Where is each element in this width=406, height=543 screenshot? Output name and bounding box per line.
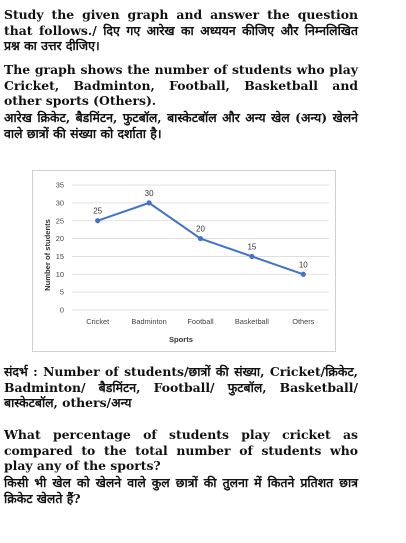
y-tick-label: 35 <box>55 180 64 190</box>
chart-svg <box>33 171 335 351</box>
question-text-hi: किसी भी खेल को खेलने वाले कुल छात्रों की तुलना में कितने प्रतिशत छात्र क्रिकेट खेलते हैं? <box>4 475 358 506</box>
reference-text: संदर्भ : Number of students/छात्रों की संख्या, Cricket/क्रिकेट, Badminton/ बैडमिंटन, Football/ फुटबॉल, Basketball/बास्केटबॉल, others/अन्य <box>4 364 358 411</box>
grid-lines <box>72 185 329 310</box>
x-tick-label: Cricket <box>86 317 110 326</box>
y-tick-labels <box>56 181 64 315</box>
y-tick-label: 0 <box>59 305 64 315</box>
y-tick-label: 5 <box>59 287 64 297</box>
x-tick-label: Football <box>187 317 214 326</box>
question-intro: Study the given graph and answer the question that follows./ दिए गए आरेख का अध्ययन कीजिए और निम्नलिखित प्रश्न का उत्तर दीजिए। <box>4 7 358 54</box>
graph-description-en: The graph shows the number of students who play Cricket, Badminton, Football, Basketball and other sports (Others). <box>4 62 358 109</box>
data-point <box>95 218 100 223</box>
graph-description-hi: आरेख क्रिकेट, बैडमिंटन, फुटबॉल, बास्केटबॉल और अन्य खेल (अन्य) खेलने वाले छात्रों की संख्या को दर्शाता है। <box>4 110 358 141</box>
data-labels <box>93 189 308 269</box>
y-tick-label: 25 <box>55 216 64 226</box>
data-point <box>249 254 254 259</box>
y-tick-label: 15 <box>55 252 64 262</box>
y-axis-title: Number of students <box>43 219 52 291</box>
data-label: 25 <box>93 206 103 216</box>
x-tick-label: Badminton <box>131 317 167 326</box>
data-label: 10 <box>298 260 308 270</box>
x-tick-label: Others <box>292 317 315 326</box>
data-label: 20 <box>196 224 205 234</box>
y-tick-label: 30 <box>55 198 64 208</box>
data-label: 15 <box>247 242 257 252</box>
y-tick-label: 10 <box>55 269 64 279</box>
question-text-en: What percentage of students play cricket as compared to the total number of students who play any of the sports? <box>4 427 358 474</box>
x-axis-title: Sports <box>168 335 194 344</box>
y-tick-label: 20 <box>55 234 64 244</box>
line-chart <box>32 170 336 352</box>
x-tick-labels <box>86 317 314 326</box>
data-point <box>147 200 152 205</box>
data-point <box>198 236 203 241</box>
x-tick-label: Basketball <box>234 317 269 326</box>
data-point <box>301 272 306 277</box>
data-label: 30 <box>144 188 154 198</box>
